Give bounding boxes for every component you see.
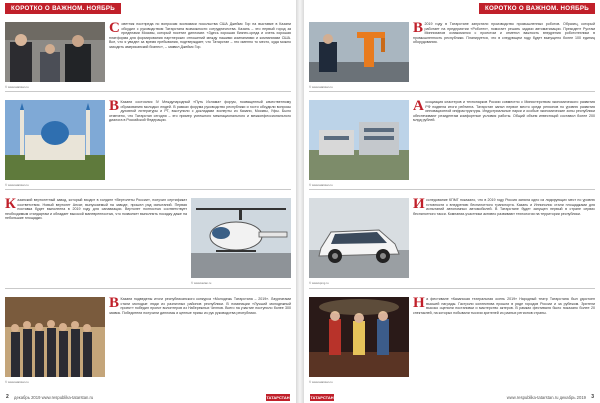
article-text (413, 198, 595, 216)
photo-industrial-park (309, 100, 409, 180)
section-header-tag: КОРОТКО О ВАЖНОМ. НОЯБРЬ (5, 3, 121, 14)
footer-info: www.respublika-tatarstan.ru декабрь 2019 (506, 395, 586, 400)
dropcap: А (413, 98, 424, 114)
page-number: 2 (6, 394, 9, 400)
section-header-tag: КОРОТКО О ВАЖНОМ. НОЯБРЬ (479, 3, 595, 14)
right-footer (304, 390, 600, 403)
photo-officials-meeting (5, 22, 105, 82)
article-1 (309, 18, 595, 92)
article-body: Казани состоялся IV Международный «Путь Ислама» форум, посвященный качественному образованию молодых людей. В рамках форума руководство республики и гости обсудили вопросы духовной литературы и РТ, выступили с докладами эксперты из Казани, Москвы, Уфы. Было отмечено, что Татарстан сегодня – это пример успешного межнационального и межконфессионального диалога в Российской Федерации. (109, 100, 291, 123)
article-body: азанский вертолетный завод, который входит в холдинг «Вертолеты России», получил сертификат соответствия. Новый вертолет Ансат, выпускаемый на заводе, прошел ряд испытаний. Первая поставка будет выполнена в 2019 году для санавиации. Вертолет полностью соответствует необходимым стандартам и обладает высокой маневренностью, что позволяет выполнять посадку даже на небольшие площадки. (5, 198, 187, 221)
photo-source: © www.tatarstan.ru (309, 380, 333, 384)
article-2 (5, 95, 291, 190)
photo-theatre-performance (309, 297, 409, 377)
photo-robot-factory (309, 22, 409, 82)
dropcap: В (109, 98, 120, 114)
article-text (109, 22, 291, 49)
article-2 (309, 95, 595, 190)
photo-source: © www.tatarstan.ru (5, 380, 29, 384)
photo-award-group (5, 297, 105, 377)
dropcap: С (109, 20, 120, 36)
article-4 (5, 292, 291, 388)
article-body: оветник постпреда по вопросам экономики посольства США Джеймс Гор на выставке в Казани обсудил с руководством Татарстана возможности сотрудничества. Казань – это первый город за пределами Москвы, который посетил дипломат. «Здесь хорошая бизнес-среда и очень хорошая платформа для формирования партнерских отношений между нашими компаниями и компаниями США. Все, что я увидел за время пребывания, подтверждает, что Татарстан – это именно то место, куда можно заходить американский бизнес», – заявил Джеймс Гор. (109, 22, 291, 49)
left-page (0, 0, 296, 403)
page-number: 3 (591, 394, 594, 400)
article-text (413, 297, 595, 315)
article-1 (5, 18, 291, 92)
article-text (413, 22, 595, 45)
photo-helicopter (191, 198, 291, 278)
article-body: ссоциация кластеров и технопарков России совместно с Министерством экономического развития РФ подвела итоги рейтинга. Татарстан занял первое место среди регионов по уровню развития инновационной инфраструктуры. Индустриальные парки и особые экономические зоны республики обеспечивают резидентам комфортные условия работы. Общий объем инвестиций составил более 200 млрд рублей. (413, 100, 595, 123)
photo-source: © www.tatarstan.ru (5, 183, 29, 187)
photo-autonomous-car (309, 198, 409, 278)
photo-source: © www.kazan.ru (191, 281, 212, 285)
photo-source: © www.tatarstan.ru (309, 85, 333, 89)
footer-info: декабрь 2019 www.respublika-tatarstan.ru (14, 395, 94, 400)
article-body: 2019 году в Татарстане запустили производство промышленных роботов. Образец, который работает на предприятии «Роботех», помогает решать задачи автоматизации. Президент Рустам Минниханов ознакомился с проектом и отметил важность внедрения робототехники в промышленность республики. Планируется, что в следующем году будет выпущено более 100 единиц оборудования. (413, 22, 595, 45)
dropcap: Н (413, 295, 425, 311)
article-text (109, 297, 291, 315)
article-body: Казани подведены итоги республиканского конкурса «Молодежь Татарстана – 2019». Лауреатами стали молодые люди из различных районов республики. В номинации «Лучший молодежный проект» победил проект волонтеров из Набережных Челнов. Всего на участие поступило более 300 заявок. Победители получили дипломы и ценные призы из рук руководства республики. (109, 297, 291, 315)
magazine-logo: ТАТАРСТАН (266, 395, 290, 400)
article-body: сследование КПМГ показало, что в 2019 году Россия заняла одно из лидирующих мест по уровню готовности к внедрению беспилотного транспорта. Казань и Иннополис стали площадками для испытаний автономных автомобилей. В Татарстане будет запущен первый в стране сервис беспилотного такси. Компании-участники активно развивают технологии на территории республики. (413, 198, 595, 216)
left-footer (0, 390, 296, 403)
article-3 (5, 193, 291, 289)
spread-gutter (296, 0, 304, 403)
photo-mosque (5, 100, 105, 180)
dropcap: В (109, 295, 120, 311)
photo-source: © www.tatarstan.ru (5, 85, 29, 89)
photo-source: © www.tatarstan.ru (309, 183, 333, 187)
article-text (5, 198, 187, 221)
dropcap: И (413, 196, 425, 212)
right-page (304, 0, 600, 403)
magazine-logo: ТАТАРСТАН (310, 395, 334, 400)
dropcap: К (5, 196, 16, 212)
article-text (109, 100, 291, 123)
dropcap: В (413, 20, 424, 36)
article-4 (309, 292, 595, 388)
article-3 (309, 193, 595, 289)
article-text (413, 100, 595, 123)
article-body: а фестивале «Казанская театральная осень 2019» Народный театр Татарстана был удостоен высшей награды. Гастроли коллектива прошли в ряде городов России и за рубежом. Зрители высоко оценили постановки и мастерство актеров. В рамках фестиваля было показано более 20 спектаклей, на которых побывали тысячи зрителей из разных регионов страны. (413, 297, 595, 315)
photo-source: © www.kpmg.ru (309, 281, 329, 285)
